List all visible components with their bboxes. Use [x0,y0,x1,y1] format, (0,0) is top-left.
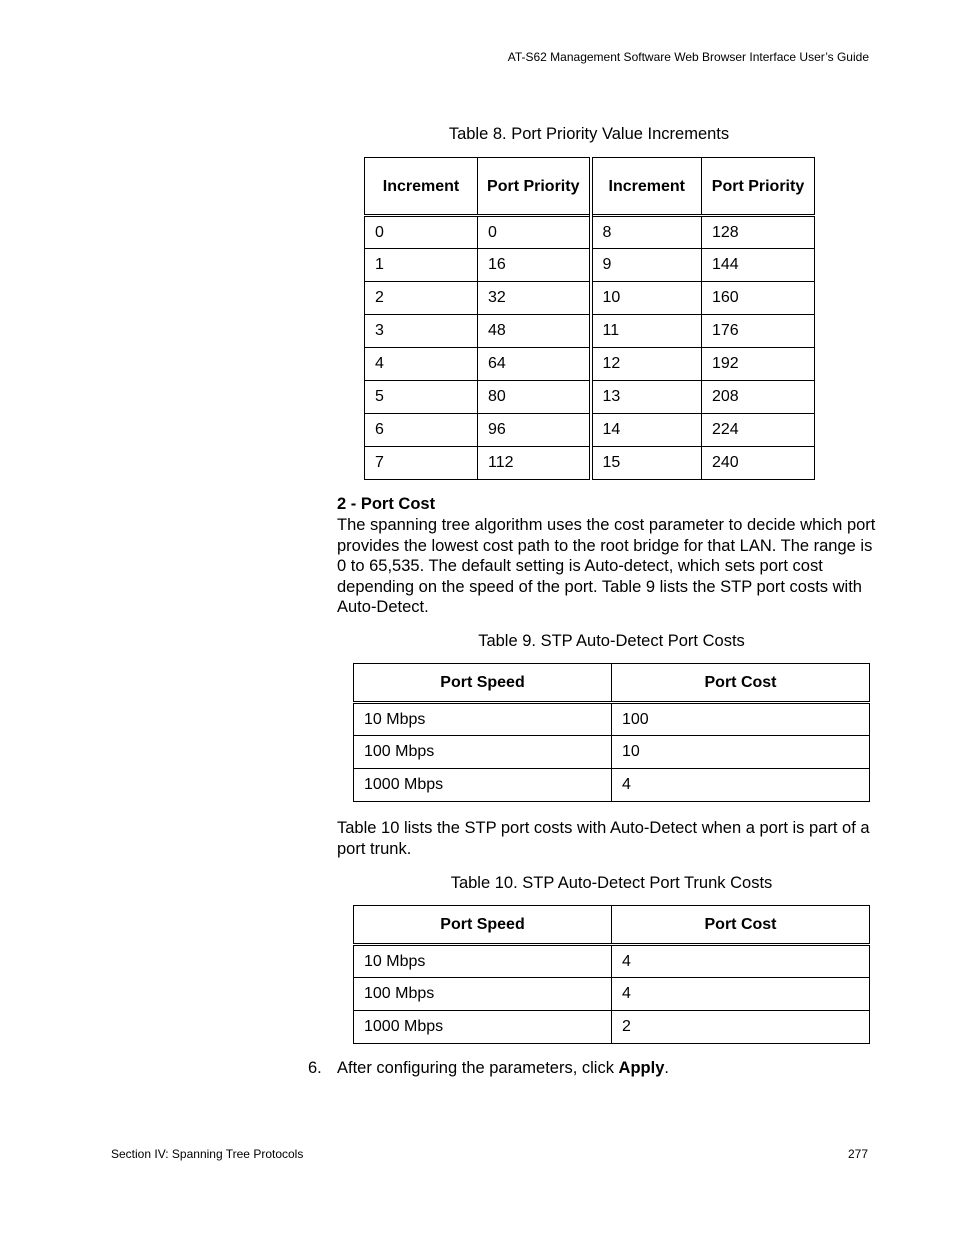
table-cell: 9 [591,249,702,282]
column-header: Port Priority [702,158,815,216]
table-row [354,978,870,1011]
apply-keyword: Apply [618,1059,665,1077]
table-header-row [354,906,870,945]
table-cell: 5 [365,381,478,414]
table-cell: 100 Mbps [354,736,612,769]
column-header: Port Cost [612,664,870,703]
table9-caption: Table 9. STP Auto-Detect Port Costs [478,632,745,650]
port-cost-heading: 2 - Port Cost [337,495,436,513]
step-instruction [308,1059,669,1078]
column-header: Port Cost [612,906,870,945]
table-cell: 13 [591,381,702,414]
table-cell: 10 Mbps [354,703,612,736]
table-cell: 96 [478,414,591,447]
trunk-paragraph: Table 10 lists the STP port costs with Auto-Detect when a port is part of a port trunk. [337,819,870,858]
table-cell: 1 [365,249,478,282]
trunk-cost-table [353,905,870,1044]
table-cell: 2 [612,1011,870,1044]
table-cell: 240 [702,447,815,480]
table-cell: 80 [478,381,591,414]
column-header: Increment [365,158,478,216]
table-cell: 1000 Mbps [354,1011,612,1044]
step-text-end: . [664,1059,669,1077]
table8-caption: Table 8. Port Priority Value Increments [448,125,730,143]
port-priority-table [364,157,815,480]
table-cell: 10 [612,736,870,769]
table-row [365,348,815,381]
table-row [365,414,815,447]
table-row [354,1011,870,1044]
table-cell: 32 [478,282,591,315]
table-cell: 100 [612,703,870,736]
table-row [365,447,815,480]
table-row [354,736,870,769]
column-header: Port Speed [354,664,612,703]
table-header-row [365,158,815,216]
column-header: Port Speed [354,906,612,945]
table-row [354,769,870,802]
table-cell: 12 [591,348,702,381]
table-row [365,216,815,249]
table-cell: 3 [365,315,478,348]
table-row [354,703,870,736]
table-cell: 0 [365,216,478,249]
table-cell: 100 Mbps [354,978,612,1011]
table-row [365,381,815,414]
table-row [365,315,815,348]
table-cell: 224 [702,414,815,447]
table-cell: 0 [478,216,591,249]
table-cell: 1000 Mbps [354,769,612,802]
table-cell: 2 [365,282,478,315]
table-cell: 14 [591,414,702,447]
table-cell: 16 [478,249,591,282]
footer-section: Section IV: Spanning Tree Protocols [111,1147,304,1161]
table-cell: 11 [591,315,702,348]
table-cell: 4 [612,978,870,1011]
table-cell: 15 [591,447,702,480]
table-cell: 10 Mbps [354,945,612,978]
step-text: After configuring the parameters, click [337,1059,619,1077]
table-cell: 112 [478,447,591,480]
table-row [365,282,815,315]
table-header-row [354,664,870,703]
table-cell: 160 [702,282,815,315]
table-cell: 176 [702,315,815,348]
table-cell: 64 [478,348,591,381]
step-number: 6. [308,1059,322,1077]
table-cell: 48 [478,315,591,348]
table-cell: 144 [702,249,815,282]
table-row [365,249,815,282]
table-cell: 7 [365,447,478,480]
table-cell: 128 [702,216,815,249]
table-cell: 6 [365,414,478,447]
table-cell: 4 [365,348,478,381]
port-cost-table [353,663,870,802]
column-header: Port Priority [478,158,591,216]
running-header: AT-S62 Management Software Web Browser Interface User’s Guide [507,50,869,64]
table-cell: 10 [591,282,702,315]
table-cell: 4 [612,945,870,978]
table10-caption: Table 10. STP Auto-Detect Port Trunk Costs [450,874,773,892]
table-cell: 192 [702,348,815,381]
table-cell: 208 [702,381,815,414]
column-header: Increment [591,158,702,216]
table-cell: 8 [591,216,702,249]
port-cost-paragraph: The spanning tree algorithm uses the cost parameter to decide which port provides the lowest cost path to the root bridge for that LAN. The range is 0 to 65,535. The default setting is Auto-detect, which sets port cost depending on the speed of the port. Table 9 lists the STP port costs with Auto-Detect. [337,516,876,616]
table-row [354,945,870,978]
page-number: 277 [847,1147,868,1161]
table-cell: 4 [612,769,870,802]
